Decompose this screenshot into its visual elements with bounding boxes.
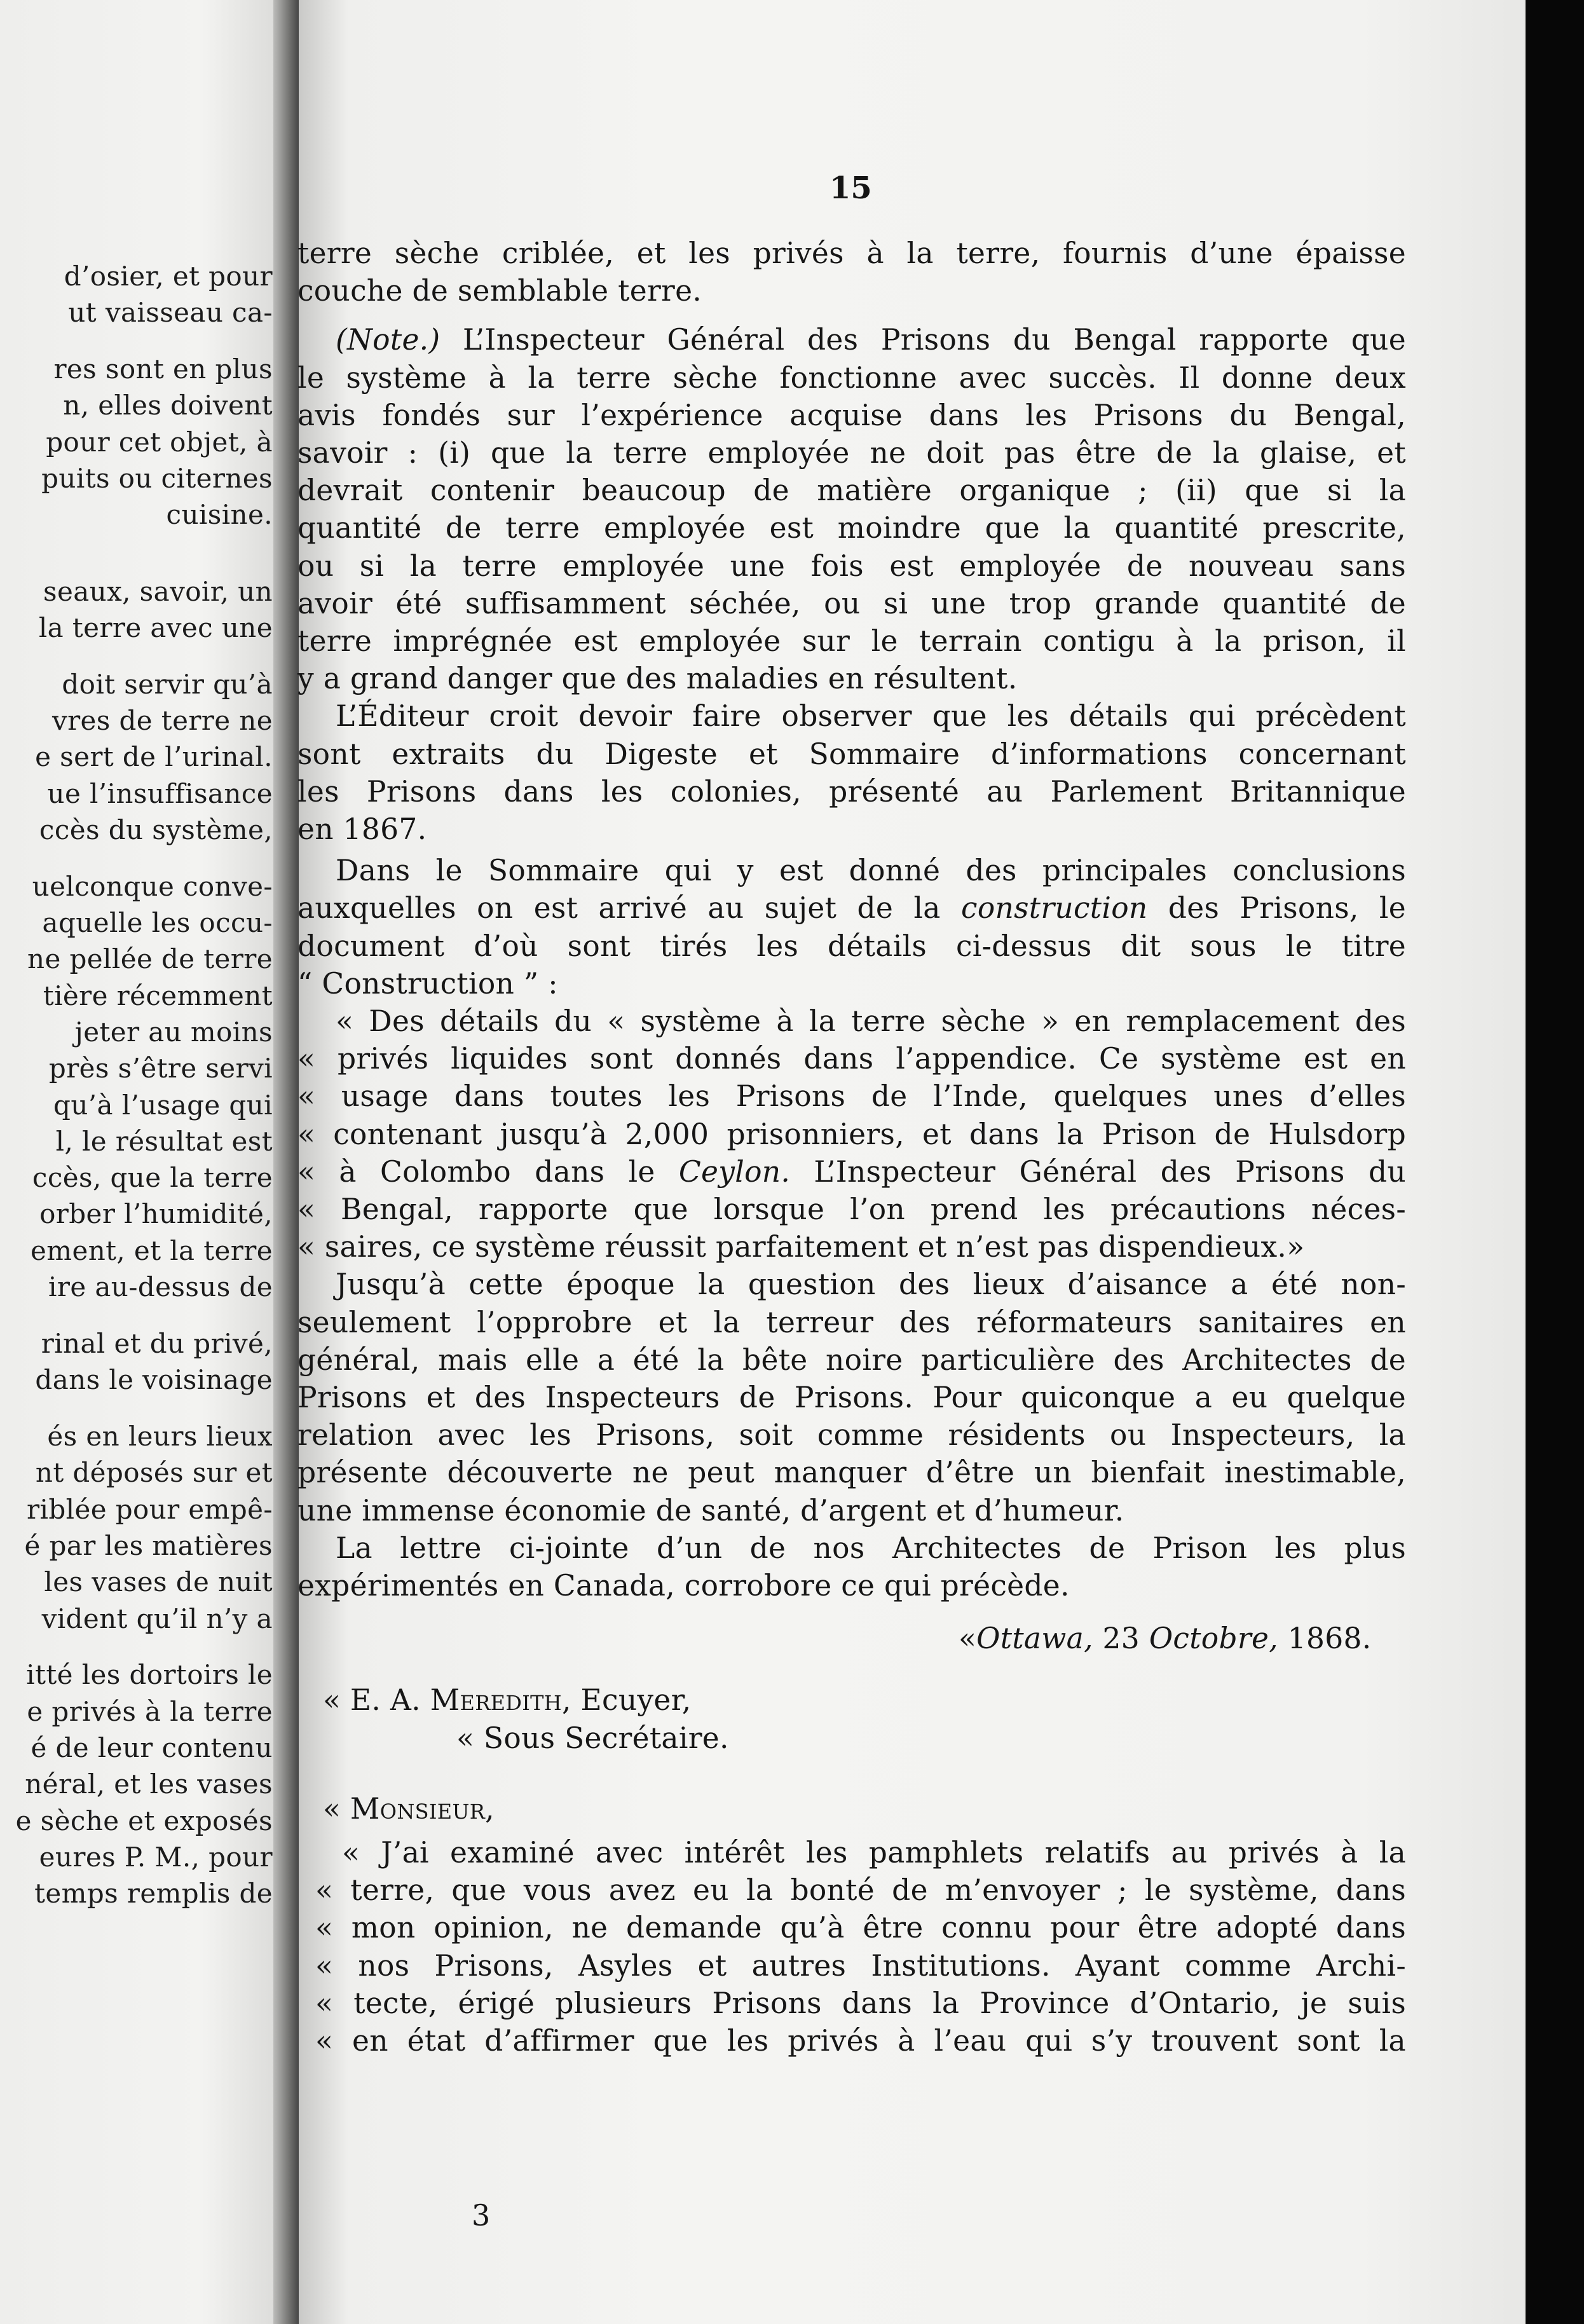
note-line: le système à la terre sèche fonctionne avec succès. Il donne deux [297,360,1406,395]
paragraph-line: présente découverte ne peut manquer d’être un bienfait inestimable, [297,1456,1406,1490]
letter-body-line: « nos Prisons, Asyles et autres Institutions. Ayant comme Archi- [315,1948,1406,1983]
letter-salutation [323,1792,495,1826]
facing-page-line: doit servir qu’à [62,668,273,700]
facing-page-line: temps remplis de [34,1878,273,1910]
paragraph-line: terre sèche criblée, et les privés à la terre, fournis d’une épaisse [297,236,1406,270]
letter-addressee-title: « Sous Secrétaire. [456,1721,729,1755]
letter-body-line: « terre, que vous avez eu la bonté de m’envoyer ; le système, dans [315,1873,1406,1908]
note-line: y a grand danger que des maladies en résultent. [297,662,1018,696]
note-line: avoir été suffisamment séchée, ou si une trop grande quantité de [297,586,1406,620]
text-segment: « à Colombo dans le [297,1154,679,1189]
note-line [336,323,1406,357]
facing-page-line: itté les dortoirs le [26,1659,273,1691]
paragraph-line: relation avec les Prisons, soit comme résidents ou Inspecteurs, la [297,1418,1406,1452]
facing-page [0,0,289,2324]
paragraph-line: général, mais elle a été la bête noire particulière des Architectes de [297,1343,1406,1377]
facing-page-line: és en leurs lieux [47,1421,273,1452]
text-segment: , [485,1791,495,1826]
letter-body-line: « tecte, érigé plusieurs Prisons dans la Province d’Ontario, je suis [315,1986,1406,2020]
paragraph-line: seulement l’opprobre et la terreur des réformateurs sanitaires en [297,1305,1406,1339]
editor-note-line: L’Éditeur croit devoir faire observer que les détails qui précèdent [336,699,1406,734]
quotation-line: « privés liquides sont donnés dans l’appendice. Ce système est en [297,1042,1406,1076]
facing-page-line: n, elles doivent [63,390,273,421]
facing-page-line: aquelle les occu- [42,907,273,939]
facing-page-line: nt déposés sur et [35,1457,273,1489]
editor-note-line: sont extraits du Digeste et Sommaire d’informations concernant [297,737,1406,771]
page-number: 15 [830,170,872,206]
facing-page-line: la terre avec une [38,612,273,643]
letter-body-line: « en état d’affirmer que les privés à l’eau qui s’y trouvent sont la [315,2024,1406,2058]
paragraph-line: La lettre ci-jointe d’un de nos Architectes de Prison les plus [336,1531,1406,1565]
quotation-line: « Des détails du « système à la terre sèche » en remplacement des [336,1004,1406,1038]
facing-page-line: e sert de l’urinal. [35,741,273,773]
facing-page-line: puits ou citernes [41,463,273,494]
text-segment: des Prisons, le [1147,891,1406,926]
facing-page-line: res sont en plus [53,353,273,385]
facing-page-line: eures P. M., pour [39,1841,273,1873]
facing-page-line: ement, et la terre [30,1234,273,1266]
facing-page-line: l, le résultat est [55,1125,273,1157]
note-line: savoir : (i) que la terre employée ne doit pas être de la glaise, et [297,436,1406,470]
paragraph-line: une immense économie de santé, d’argent et d’humeur. [297,1493,1124,1528]
text-segment: Meredith [430,1683,562,1718]
text-segment: construction [961,891,1148,926]
letter-addressee [323,1683,691,1717]
facing-page-line: é de leur contenu [31,1732,273,1763]
paragraph-line: expérimentés en Canada, corrobore ce qui précède. [297,1569,1070,1603]
facing-page-line: ire au-dessus de [48,1271,273,1303]
facing-page-line: d’osier, et pour [64,261,273,292]
quotation-line: « Bengal, rapporte que lorsque l’on prend les précautions néces- [297,1193,1406,1226]
facing-page-line: dans le voisinage [35,1364,273,1396]
paragraph-line: Jusqu’à cette époque la question des lieux d’aisance a été non- [336,1268,1406,1302]
facing-page-line: tière récemment [43,980,273,1011]
text-segment: « [959,1622,977,1656]
editor-note-line: en 1867. [297,812,427,846]
editor-note-line: les Prisons dans les colonies, présenté au Parlement Britannique [297,774,1406,809]
note-line: ou si la terre employée une fois est employée de nouveau sans [297,549,1406,583]
facing-page-line: qu’à l’usage qui [53,1089,273,1121]
facing-page-line: pour cet objet, à [46,426,273,458]
text-segment: « E. A. [323,1683,430,1718]
scanner-edge [1526,0,1584,2324]
text-segment: L’Inspecteur Général des Prisons du Bengal rapporte que [440,323,1406,357]
quotation-line [297,1155,1406,1189]
text-segment: (Note.) [336,323,440,357]
facing-page-line: cuisine. [166,499,273,531]
note-line: devrait contenir beaucoup de matière organique ; (ii) que si la [297,474,1406,508]
text-segment: Octobre, [1149,1622,1278,1656]
text-segment: Ceylon. [678,1154,791,1189]
text-segment: « [323,1791,350,1826]
paragraph-line: “ Construction ” : [297,966,558,1001]
text-segment: auxquelles on est arrivé au sujet de la [297,891,962,926]
paragraph-line: document d’où sont tirés les détails ci-dessus dit sous le titre [297,929,1406,963]
facing-page-line: seaux, savoir, un [43,575,273,607]
text-segment: , Ecuyer, [562,1683,692,1718]
text-segment: L’Inspecteur Général des Prisons du [790,1154,1406,1189]
signature-mark: 3 [472,2198,491,2232]
facing-page-line: ne pellée de terre [27,943,273,975]
paragraph-line: couche de semblable terre. [297,274,702,308]
facing-page-line: e sèche et exposés [15,1805,273,1836]
facing-page-line: rinal et du privé, [41,1327,273,1359]
facing-page-line: vres de terre ne [51,705,273,737]
facing-page-line: orber l’humidité, [39,1198,273,1230]
facing-page-line: ut vaisseau ca- [68,297,273,329]
paragraph-line: Prisons et des Inspecteurs de Prisons. Pour quiconque a eu quelque [297,1381,1406,1414]
facing-page-line: e privés à la terre [27,1695,273,1727]
facing-page-line: ue l’insuffisance [47,777,273,809]
facing-page-line: uelconque conve- [32,870,273,902]
paragraph-line: Dans le Sommaire qui y est donné des principales conclusions [336,854,1406,888]
quotation-line: « saires, ce système réussit parfaitement et n’est pas dispendieux.» [297,1230,1305,1264]
paragraph-line [297,891,1406,925]
text-segment: Ottawa, [976,1622,1093,1656]
text-segment: 1868. [1278,1622,1372,1656]
note-line: avis fondés sur l’expérience acquise dans les Prisons du Bengal, [297,398,1406,432]
facing-page-line: les vases de nuit [44,1566,273,1598]
facing-page-line: ccès du système, [39,814,273,845]
letter-dateline [959,1622,1371,1655]
facing-page-line: près s’être servi [48,1053,273,1084]
text-segment: 23 [1093,1622,1149,1656]
facing-page-line: é par les matières [24,1529,273,1561]
facing-page-line: jeter au moins [74,1016,273,1048]
facing-page-line: ccès, que la terre [32,1162,273,1194]
quotation-line: « usage dans toutes les Prisons de l’Inde, quelques unes d’elles [297,1079,1406,1114]
letter-body-line: « J’ai examiné avec intérêt les pamphlets relatifs au privés à la [342,1836,1406,1869]
facing-page-line: vident qu’il n’y a [41,1603,273,1634]
quotation-line: « contenant jusqu’à 2,000 prisonniers, et dans la Prison de Hulsdorp [297,1117,1406,1151]
letter-body-line: « mon opinion, ne demande qu’à être connu pour être adopté dans [315,1911,1406,1945]
facing-page-line: riblée pour empê- [27,1493,273,1525]
text-segment: Monsieur [350,1791,486,1826]
facing-page-line: néral, et les vases [25,1768,273,1800]
note-line: terre imprégnée est employée sur le terrain contigu à la prison, il [297,624,1406,658]
note-line: quantité de terre employée est moindre que la quantité prescrite, [297,511,1406,545]
